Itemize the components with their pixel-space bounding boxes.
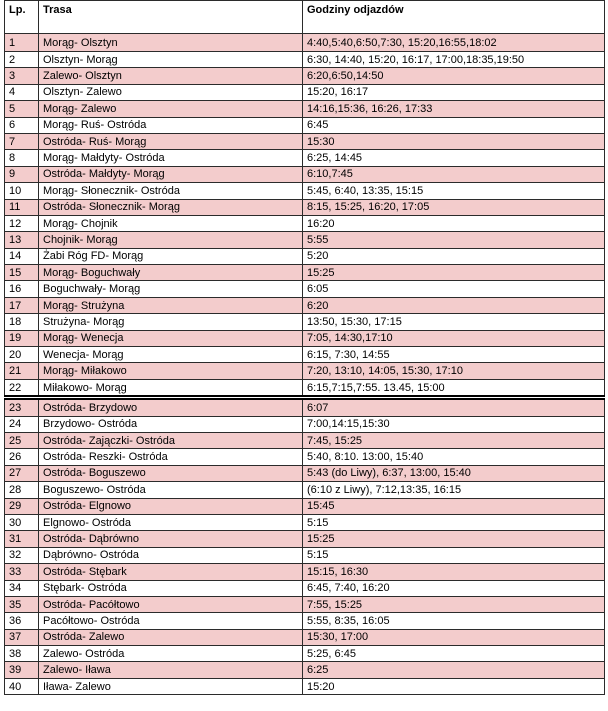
- table-row: [5, 314, 605, 330]
- table-row: [5, 416, 605, 432]
- table-row: [5, 330, 605, 346]
- table-row: [5, 547, 605, 563]
- table-row: [5, 363, 605, 379]
- cell-route: Strużyna- Morąg: [39, 314, 303, 330]
- cell-times: 7:20, 13:10, 14:05, 15:30, 17:10: [303, 363, 605, 379]
- table-row: [5, 183, 605, 199]
- table-row: [5, 52, 605, 68]
- table-row: [5, 248, 605, 264]
- timetable-body: [5, 34, 605, 695]
- cell-times: 5:20: [303, 248, 605, 264]
- cell-times: 6:07: [303, 398, 605, 416]
- cell-times: 6:45, 7:40, 16:20: [303, 580, 605, 596]
- cell-route: Ostróda- Reszki- Ostróda: [39, 449, 303, 465]
- cell-times: 6:30, 14:40, 15:20, 16:17, 17:00,18:35,19:50: [303, 52, 605, 68]
- cell-route: Morąg- Małdyty- Ostróda: [39, 150, 303, 166]
- cell-route: Boguszewo- Ostróda: [39, 482, 303, 498]
- cell-route: Olsztyn- Zalewo: [39, 84, 303, 100]
- cell-lp: 14: [5, 248, 39, 264]
- cell-route: Morąg- Strużyna: [39, 297, 303, 313]
- cell-lp: 5: [5, 101, 39, 117]
- header-times: Godziny odjazdów: [303, 1, 605, 34]
- cell-times: 15:15, 16:30: [303, 564, 605, 580]
- cell-route: Dąbrówno- Ostróda: [39, 547, 303, 563]
- cell-lp: 32: [5, 547, 39, 563]
- table-row: [5, 101, 605, 117]
- table-row: [5, 347, 605, 363]
- table-row: [5, 482, 605, 498]
- cell-lp: 40: [5, 678, 39, 694]
- cell-lp: 29: [5, 498, 39, 514]
- cell-times: 6:20: [303, 297, 605, 313]
- cell-lp: 17: [5, 297, 39, 313]
- cell-lp: 28: [5, 482, 39, 498]
- cell-lp: 35: [5, 596, 39, 612]
- cell-route: Zalewo- Ostróda: [39, 646, 303, 662]
- cell-times: 4:40,5:40,6:50,7:30, 15:20,16:55,18:02: [303, 34, 605, 52]
- cell-times: 15:30, 17:00: [303, 629, 605, 645]
- header-route: Trasa: [39, 1, 303, 34]
- cell-times: 6:15,7:15,7:55. 13.45, 15:00: [303, 379, 605, 397]
- cell-route: Miłakowo- Morąg: [39, 379, 303, 397]
- table-row: [5, 514, 605, 530]
- cell-times: 5:43 (do Liwy), 6:37, 13:00, 15:40: [303, 465, 605, 481]
- cell-times: 6:45: [303, 117, 605, 133]
- cell-times: 13:50, 15:30, 17:15: [303, 314, 605, 330]
- cell-route: Ostróda- Pacółtowo: [39, 596, 303, 612]
- cell-lp: 27: [5, 465, 39, 481]
- table-row: [5, 398, 605, 416]
- cell-times: 6:05: [303, 281, 605, 297]
- cell-times: 15:25: [303, 265, 605, 281]
- cell-lp: 4: [5, 84, 39, 100]
- cell-lp: 37: [5, 629, 39, 645]
- cell-times: 6:15, 7:30, 14:55: [303, 347, 605, 363]
- table-row: [5, 68, 605, 84]
- cell-route: Wenecja- Morąg: [39, 347, 303, 363]
- cell-times: 5:55: [303, 232, 605, 248]
- cell-route: Brzydowo- Ostróda: [39, 416, 303, 432]
- cell-route: Olsztyn- Morąg: [39, 52, 303, 68]
- table-row: [5, 465, 605, 481]
- cell-times: 7:45, 15:25: [303, 432, 605, 448]
- cell-times: 5:45, 6:40, 13:35, 15:15: [303, 183, 605, 199]
- cell-lp: 6: [5, 117, 39, 133]
- cell-route: Elgnowo- Ostróda: [39, 514, 303, 530]
- cell-route: Ostróda- Małdyty- Morąg: [39, 166, 303, 182]
- cell-lp: 15: [5, 265, 39, 281]
- cell-lp: 10: [5, 183, 39, 199]
- cell-lp: 22: [5, 379, 39, 397]
- cell-lp: 33: [5, 564, 39, 580]
- cell-times: (6:10 z Liwy), 7:12,13:35, 16:15: [303, 482, 605, 498]
- table-row: [5, 498, 605, 514]
- table-row: [5, 449, 605, 465]
- cell-route: Pacółtowo- Ostróda: [39, 613, 303, 629]
- cell-lp: 1: [5, 34, 39, 52]
- header-row: [5, 1, 605, 34]
- table-row: [5, 34, 605, 52]
- cell-lp: 21: [5, 363, 39, 379]
- cell-route: Morąg- Słonecznik- Ostróda: [39, 183, 303, 199]
- table-row: [5, 629, 605, 645]
- cell-lp: 18: [5, 314, 39, 330]
- header-lp: Lp.: [5, 1, 39, 34]
- cell-times: 8:15, 15:25, 16:20, 17:05: [303, 199, 605, 215]
- cell-route: Morąg- Zalewo: [39, 101, 303, 117]
- cell-lp: 12: [5, 215, 39, 231]
- cell-lp: 24: [5, 416, 39, 432]
- cell-times: 6:10,7:45: [303, 166, 605, 182]
- cell-route: Chojnik- Morąg: [39, 232, 303, 248]
- cell-times: 15:25: [303, 531, 605, 547]
- cell-route: Ostróda- Słonecznik- Morąg: [39, 199, 303, 215]
- table-row: [5, 580, 605, 596]
- cell-times: 7:00,14:15,15:30: [303, 416, 605, 432]
- cell-route: Ostróda- Brzydowo: [39, 398, 303, 416]
- table-row: [5, 297, 605, 313]
- table-row: [5, 379, 605, 397]
- cell-lp: 19: [5, 330, 39, 346]
- cell-route: Ostróda- Dąbrówno: [39, 531, 303, 547]
- cell-lp: 9: [5, 166, 39, 182]
- cell-times: 5:15: [303, 547, 605, 563]
- table-row: [5, 596, 605, 612]
- table-row: [5, 646, 605, 662]
- cell-lp: 3: [5, 68, 39, 84]
- table-row: [5, 662, 605, 678]
- cell-route: Morąg- Chojnik: [39, 215, 303, 231]
- cell-times: 6:20,6:50,14:50: [303, 68, 605, 84]
- cell-route: Boguchwały- Morąg: [39, 281, 303, 297]
- cell-times: 5:25, 6:45: [303, 646, 605, 662]
- cell-route: Ostróda- Zalewo: [39, 629, 303, 645]
- table-row: [5, 678, 605, 694]
- cell-lp: 8: [5, 150, 39, 166]
- cell-times: 15:45: [303, 498, 605, 514]
- cell-times: 15:30: [303, 133, 605, 149]
- cell-route: Żabi Róg FD- Morąg: [39, 248, 303, 264]
- cell-route: Ostróda- Elgnowo: [39, 498, 303, 514]
- cell-route: Morąg- Ruś- Ostróda: [39, 117, 303, 133]
- cell-times: 15:20: [303, 678, 605, 694]
- cell-lp: 30: [5, 514, 39, 530]
- cell-route: Ostróda- Stębark: [39, 564, 303, 580]
- table-row: [5, 215, 605, 231]
- cell-lp: 39: [5, 662, 39, 678]
- cell-lp: 7: [5, 133, 39, 149]
- cell-route: Zalewo- Iława: [39, 662, 303, 678]
- table-row: [5, 613, 605, 629]
- cell-route: Morąg- Miłakowo: [39, 363, 303, 379]
- cell-lp: 2: [5, 52, 39, 68]
- table-row: [5, 564, 605, 580]
- table-row: [5, 265, 605, 281]
- cell-lp: 20: [5, 347, 39, 363]
- cell-times: 14:16,15:36, 16:26, 17:33: [303, 101, 605, 117]
- table-row: [5, 281, 605, 297]
- cell-times: 5:55, 8:35, 16:05: [303, 613, 605, 629]
- timetable: [4, 0, 605, 695]
- cell-times: 15:20, 16:17: [303, 84, 605, 100]
- cell-route: Morąg- Boguchwały: [39, 265, 303, 281]
- cell-times: 7:55, 15:25: [303, 596, 605, 612]
- table-row: [5, 199, 605, 215]
- cell-route: Iława- Zalewo: [39, 678, 303, 694]
- cell-times: 6:25: [303, 662, 605, 678]
- cell-lp: 26: [5, 449, 39, 465]
- cell-route: Morąg- Olsztyn: [39, 34, 303, 52]
- cell-lp: 38: [5, 646, 39, 662]
- cell-lp: 23: [5, 398, 39, 416]
- table-row: [5, 232, 605, 248]
- table-row: [5, 531, 605, 547]
- cell-route: Morąg- Wenecja: [39, 330, 303, 346]
- table-row: [5, 166, 605, 182]
- table-row: [5, 84, 605, 100]
- cell-route: Ostróda- Boguszewo: [39, 465, 303, 481]
- cell-route: Ostróda- Zajączki- Ostróda: [39, 432, 303, 448]
- cell-times: 16:20: [303, 215, 605, 231]
- cell-lp: 31: [5, 531, 39, 547]
- cell-lp: 11: [5, 199, 39, 215]
- cell-times: 5:15: [303, 514, 605, 530]
- cell-lp: 25: [5, 432, 39, 448]
- cell-times: 5:40, 8:10. 13:00, 15:40: [303, 449, 605, 465]
- cell-lp: 34: [5, 580, 39, 596]
- cell-times: 7:05, 14:30,17:10: [303, 330, 605, 346]
- cell-route: Zalewo- Olsztyn: [39, 68, 303, 84]
- table-row: [5, 133, 605, 149]
- cell-lp: 16: [5, 281, 39, 297]
- cell-lp: 36: [5, 613, 39, 629]
- table-row: [5, 150, 605, 166]
- cell-lp: 13: [5, 232, 39, 248]
- table-row: [5, 117, 605, 133]
- cell-route: Stębark- Ostróda: [39, 580, 303, 596]
- table-row: [5, 432, 605, 448]
- cell-route: Ostróda- Ruś- Morąg: [39, 133, 303, 149]
- cell-times: 6:25, 14:45: [303, 150, 605, 166]
